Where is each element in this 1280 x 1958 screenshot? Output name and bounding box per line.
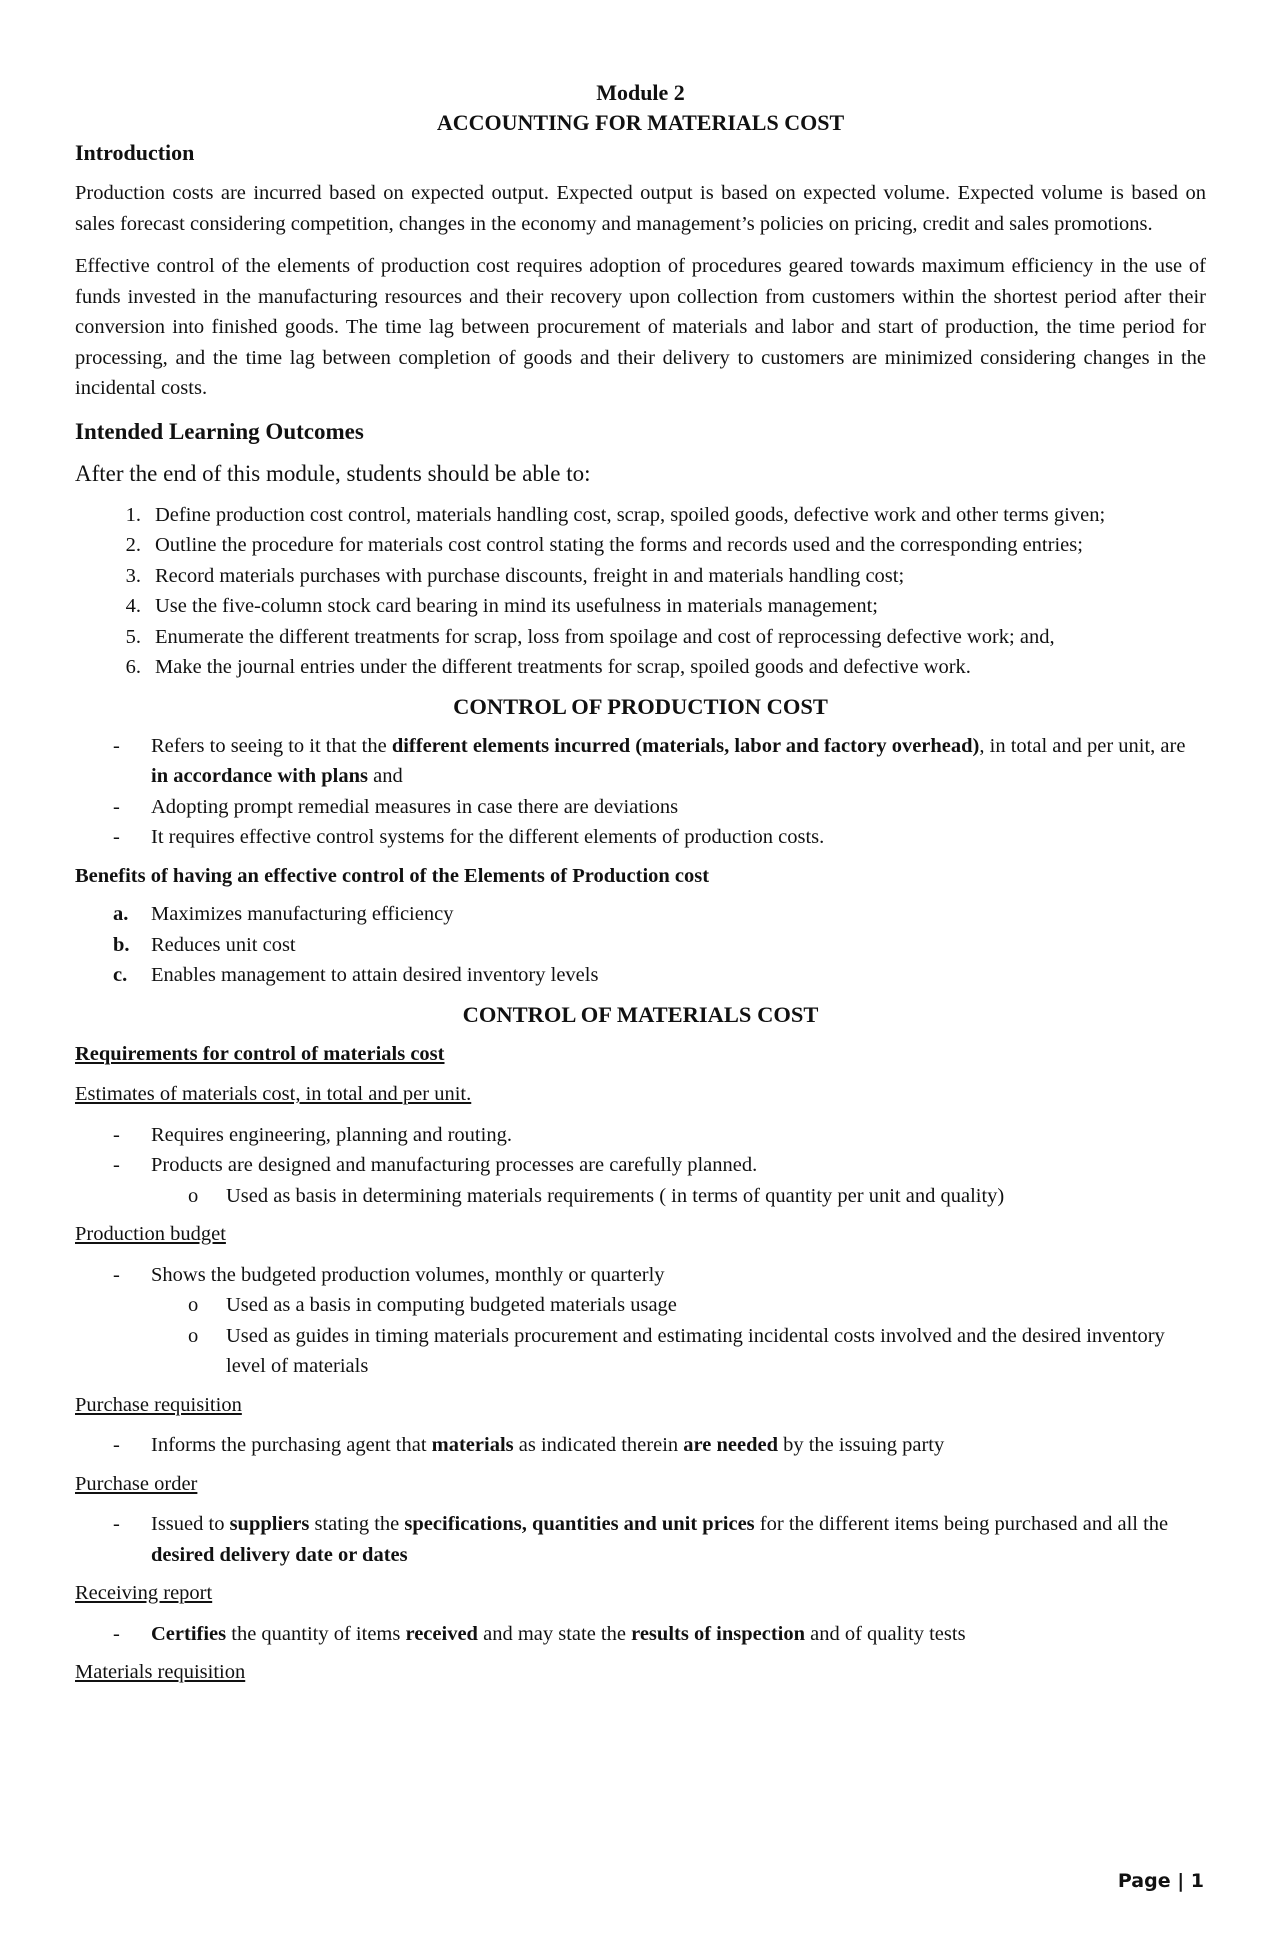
materials-cost-heading: CONTROL OF MATERIALS COST — [462, 1001, 819, 1027]
list-text: Record materials purchases with purchase discounts, freight in and materials handling cost; — [155, 564, 905, 587]
list-item — [75, 652, 1206, 683]
bold-run: materials — [431, 1434, 514, 1456]
dash-marker: - — [113, 1123, 120, 1146]
list-item — [75, 960, 1206, 991]
text-run: by the issuing party — [777, 1434, 945, 1456]
list-number: 3. — [125, 564, 141, 587]
list-item — [75, 561, 1206, 592]
bold-run: specifications, quantities and unit prices — [404, 1513, 755, 1535]
list-item — [75, 622, 1206, 653]
list-item — [75, 1150, 1206, 1181]
dash-marker: - — [113, 795, 120, 818]
list-item — [75, 930, 1206, 961]
benefits-list — [75, 899, 1206, 991]
list-text — [151, 731, 1206, 792]
purchase-requisition-bullets — [75, 1430, 1206, 1461]
list-text — [151, 1619, 1206, 1650]
list-item — [75, 591, 1206, 622]
list-text — [151, 1509, 1206, 1570]
list-text: Outline the procedure for materials cost control stating the forms and records used and the corresponding entries; — [155, 534, 1083, 556]
list-text: Products are designed and manufacturing processes are carefully planned. — [151, 1154, 758, 1176]
sub-marker: o — [188, 1184, 199, 1207]
bold-run: in accordance with plans — [151, 765, 368, 787]
text-run: as indicated therein — [513, 1434, 684, 1456]
bold-run: suppliers — [229, 1513, 310, 1535]
receiving-report-heading: Receiving report — [75, 1582, 213, 1604]
list-number: 4. — [125, 595, 141, 617]
text-run: for the different items being purchased and all the — [754, 1513, 1169, 1535]
list-item — [75, 731, 1206, 792]
dash-marker: - — [113, 1513, 120, 1535]
list-number: 1. — [125, 503, 141, 526]
purchase-order-bullets — [75, 1509, 1206, 1570]
sub-list-item — [75, 1290, 1206, 1321]
list-text: Reduces unit cost — [151, 933, 296, 956]
list-text — [151, 1430, 1206, 1461]
bold-run: results of inspection — [631, 1622, 805, 1645]
list-text: Make the journal entries under the different treatments for scrap, spoiled goods and defective work. — [155, 656, 971, 678]
bold-run: Certifies — [151, 1622, 227, 1645]
list-text: Adopting prompt remedial measures in case there are deviations — [151, 795, 679, 818]
text-run: and — [367, 765, 403, 787]
page-number: Page | 1 — [1117, 1870, 1204, 1892]
production-budget-heading: Production budget — [75, 1223, 226, 1245]
list-number: 5. — [125, 625, 141, 648]
text-run: and may state the — [477, 1622, 632, 1645]
dash-marker: - — [113, 1154, 120, 1176]
list-letter: c. — [113, 964, 128, 986]
purchase-order-heading: Purchase order — [75, 1472, 198, 1495]
list-letter: a. — [113, 903, 129, 925]
sub-list-item — [75, 1181, 1206, 1212]
text-run: Refers to seeing to it that the — [151, 734, 392, 757]
sub-list-item — [75, 1321, 1206, 1382]
introduction-heading: Introduction — [75, 140, 195, 165]
list-text: Use the five-column stock card bearing in mind its usefulness in materials management; — [155, 595, 878, 617]
bold-run: received — [405, 1622, 478, 1645]
list-number: 2. — [125, 534, 141, 556]
bold-run: are needed — [683, 1434, 778, 1456]
list-text: Enumerate the different treatments for scrap, loss from spoilage and cost of reprocessing defective work; and, — [155, 625, 1055, 648]
bold-run: desired delivery date or dates — [151, 1543, 408, 1566]
module-label: Module 2 — [596, 80, 685, 105]
list-item — [75, 1509, 1206, 1570]
document-title: ACCOUNTING FOR MATERIALS COST — [436, 110, 845, 135]
list-item — [75, 899, 1206, 930]
list-text: Used as a basis in computing budgeted materials usage — [226, 1294, 677, 1316]
purchase-requisition-heading: Purchase requisition — [75, 1393, 242, 1416]
list-text: Shows the budgeted production volumes, monthly or quarterly — [151, 1263, 665, 1286]
list-text: Requires engineering, planning and routing. — [151, 1123, 512, 1146]
list-item — [75, 1619, 1206, 1650]
dash-marker: - — [113, 826, 120, 848]
text-run: , in total and per unit, are — [979, 734, 1186, 757]
list-number: 6. — [125, 656, 141, 678]
outcomes-list — [75, 500, 1206, 683]
benefits-heading: Benefits of having an effective control of the Elements of Production cost — [75, 864, 710, 887]
list-item — [75, 792, 1206, 823]
outcomes-lead: After the end of this module, students should be able to: — [75, 460, 591, 486]
sub-marker: o — [188, 1324, 199, 1347]
text-run: and of quality tests — [805, 1622, 966, 1645]
text-run: Informs the purchasing agent that — [151, 1434, 432, 1456]
sub-marker: o — [188, 1294, 199, 1316]
dash-marker: - — [113, 1434, 120, 1456]
list-item — [75, 500, 1206, 531]
list-item — [75, 1260, 1206, 1291]
materials-requisition-heading: Materials requisition — [75, 1661, 246, 1683]
list-text: Define production cost control, materials handling cost, scrap, spoiled goods, defective work and other terms given; — [155, 503, 1106, 526]
budget-bullets — [75, 1260, 1206, 1382]
requirements-heading: Requirements for control of materials cost — [75, 1042, 445, 1065]
list-item — [75, 1120, 1206, 1151]
dash-marker: - — [113, 1263, 120, 1286]
list-text: Enables management to attain desired inventory levels — [151, 964, 599, 986]
introduction-paragraph-2: Effective control of the elements of production cost requires adoption of procedures geared towards maximum efficiency in the use of funds invested in the manufacturing resources and their recovery upon collection from customers within the shortest period after their conversion into finished goods. The time lag between procurement of materials and labor and start of production, the time period for processing, and the time lag between completion of goods and their delivery to customers are minimized considering changes in the incidental costs. — [75, 255, 1206, 399]
list-item — [75, 530, 1206, 561]
estimates-bullets — [75, 1120, 1206, 1212]
list-item — [75, 822, 1206, 853]
outcomes-heading: Intended Learning Outcomes — [75, 418, 364, 444]
list-item — [75, 1430, 1206, 1461]
list-letter: b. — [113, 933, 130, 956]
introduction-paragraph-1: Production costs are incurred based on expected output. Expected output is based on expected volume. Expected volume is based on sales forecast considering competition, changes in the economy and management’s policies on pricing, credit and sales promotions. — [75, 182, 1206, 235]
list-text: Used as guides in timing materials procurement and estimating incidental costs involved and the desired inventory level of materials — [226, 1324, 1165, 1377]
dash-marker: - — [113, 734, 120, 757]
list-text: Used as basis in determining materials requirements ( in terms of quantity per unit and quality) — [226, 1184, 1005, 1207]
receiving-report-bullets — [75, 1619, 1206, 1650]
estimates-heading: Estimates of materials cost, in total and per unit. — [75, 1083, 472, 1105]
text-run: Issued to — [151, 1513, 230, 1535]
list-text: Maximizes manufacturing efficiency — [151, 903, 454, 925]
production-cost-bullets — [75, 731, 1206, 853]
production-cost-heading: CONTROL OF PRODUCTION COST — [453, 693, 828, 719]
text-run: stating the — [309, 1513, 405, 1535]
list-text: It requires effective control systems for the different elements of production costs. — [151, 826, 825, 848]
dash-marker: - — [113, 1622, 120, 1645]
text-run: the quantity of items — [226, 1622, 406, 1645]
bold-run: different elements incurred (materials, labor and factory overhead) — [391, 734, 980, 757]
